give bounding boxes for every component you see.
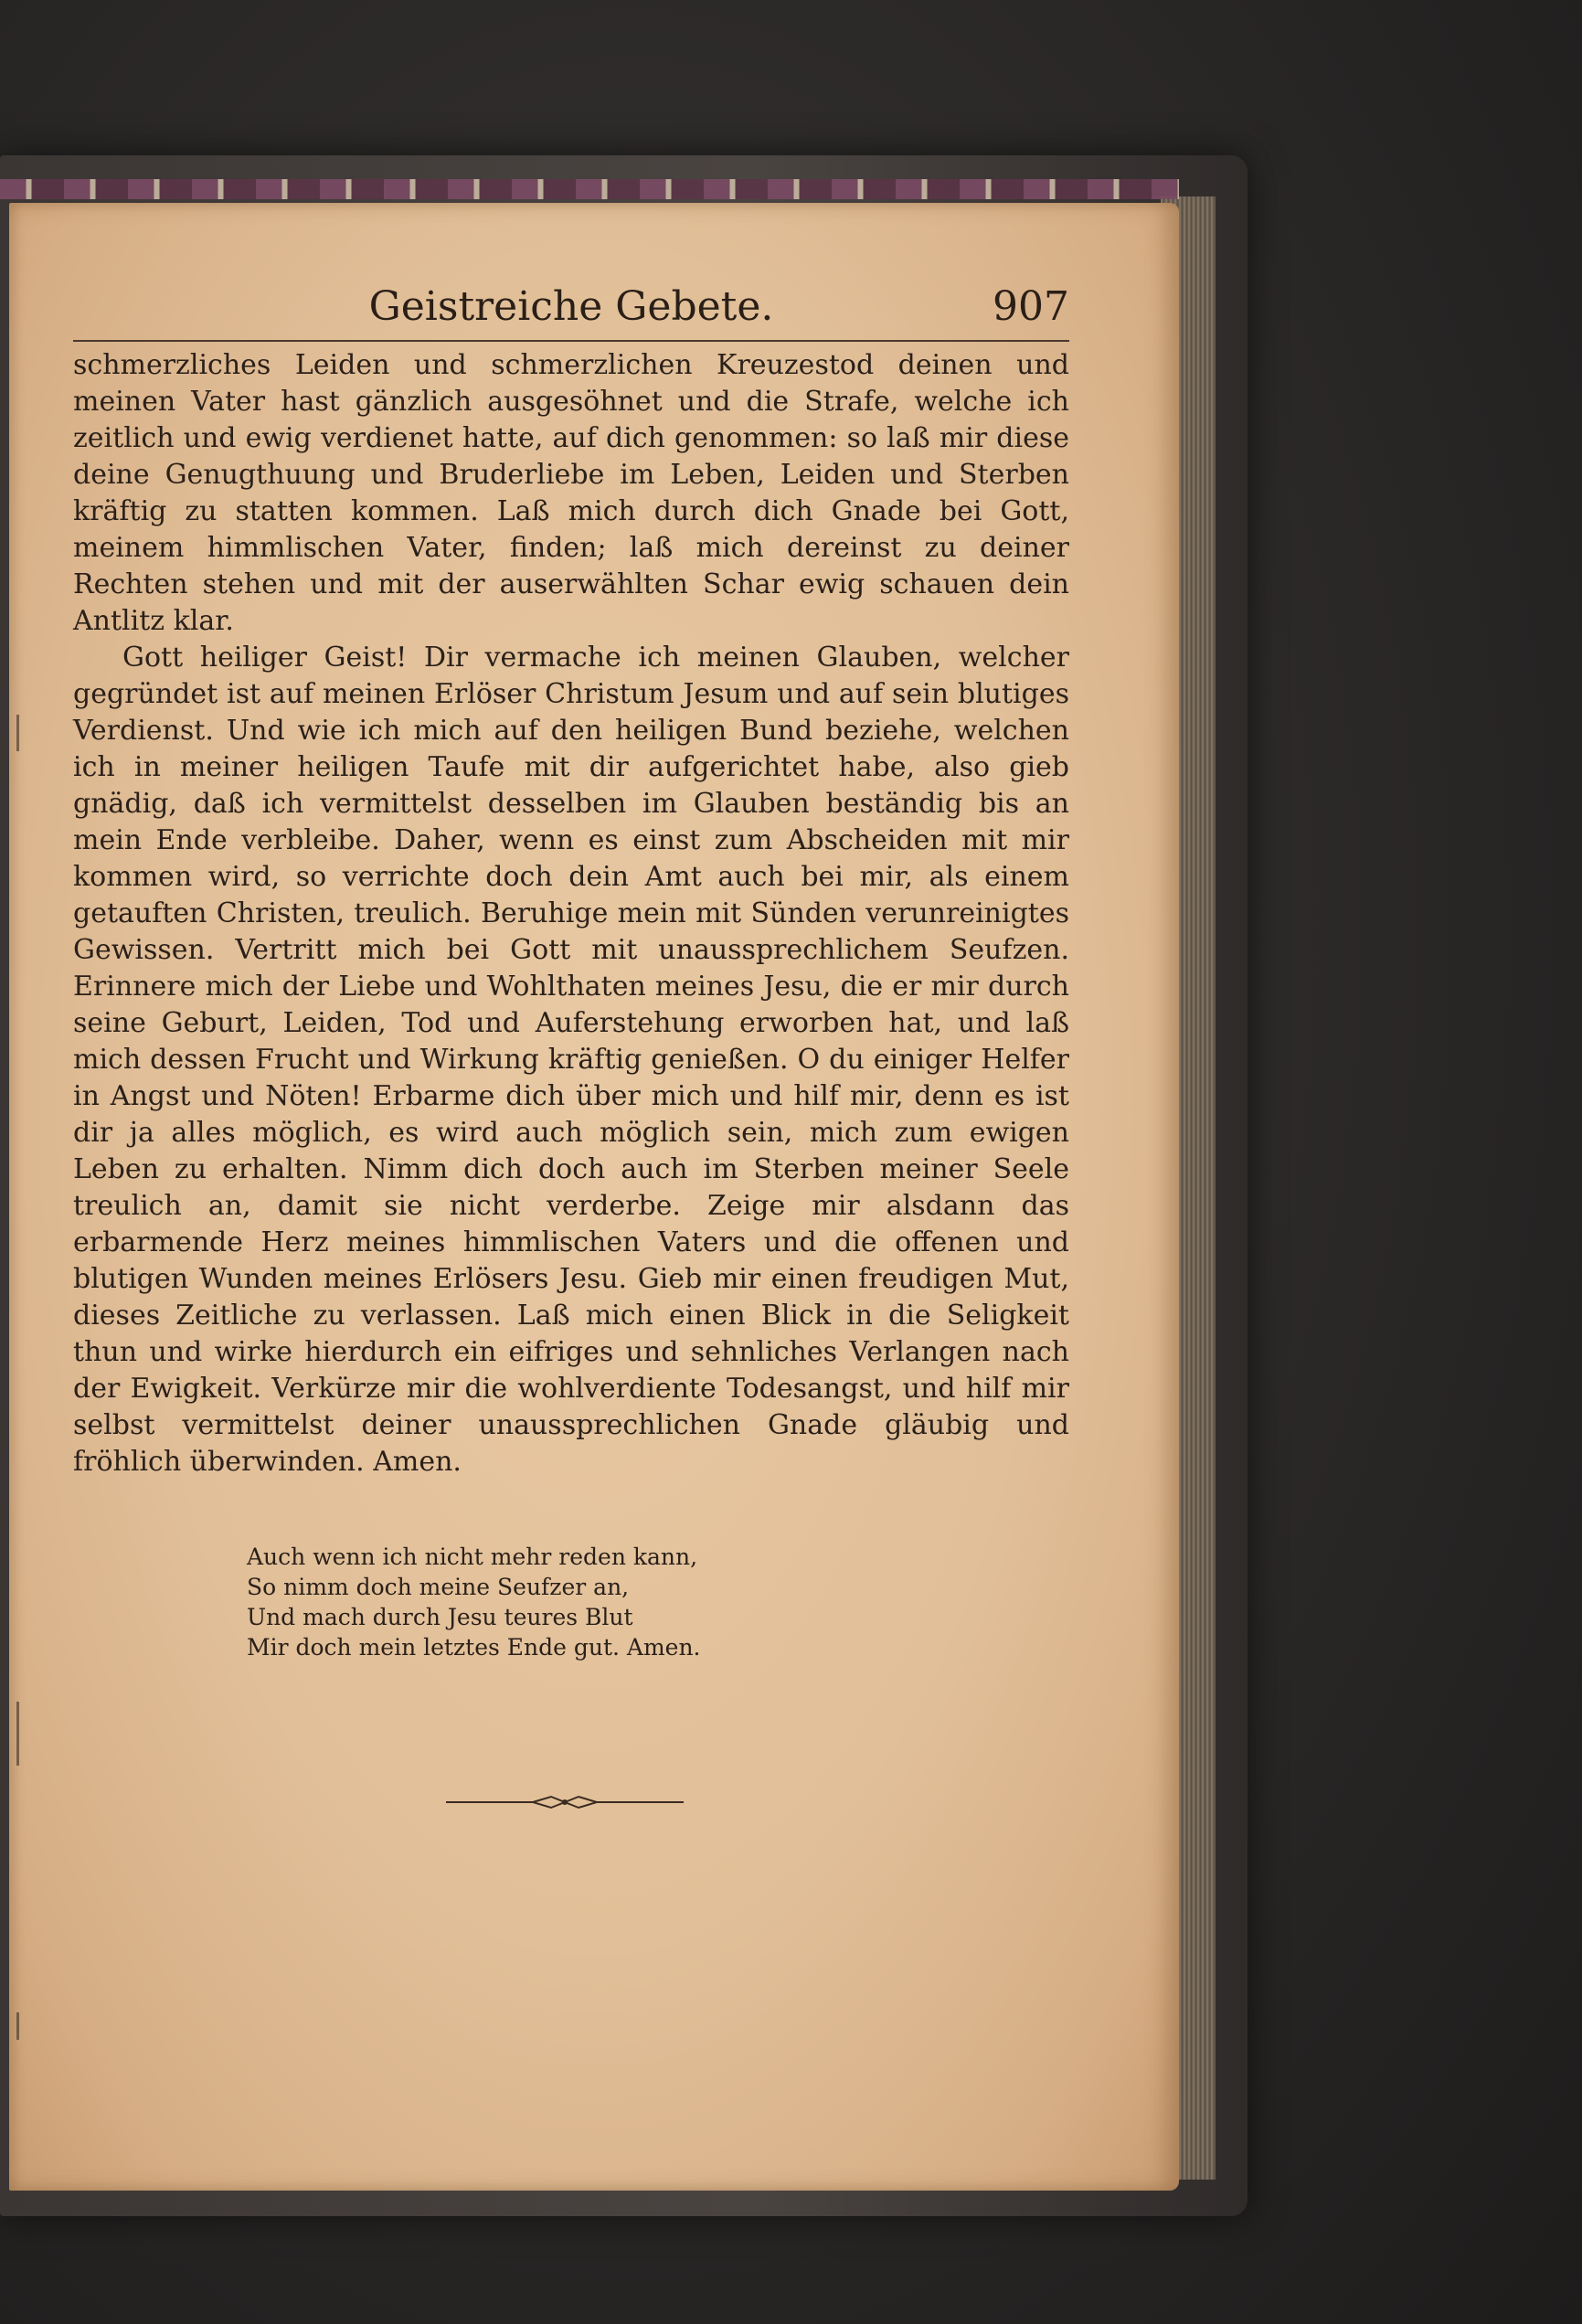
spine-mark xyxy=(16,715,19,751)
paragraph: schmerzliches Leiden und schmerzlichen Kreuzestod deinen und meinen Vater hast gänzlich ausgesöhnet und die Strafe, welche ich zeitlich und ewig verdienet hatte, auf dich genommen: so laß mir diese deine Genugthuung und Bruderliebe im Leben, Leiden und Sterben kräftig zu statten kommen. Laß mich durch dich Gnade bei Gott, meinem himmlischen Vater, finden; laß mich dereinst zu deiner Rechten stehen und mit der auserwählten Schar ewig schauen dein Antlitz klar. xyxy=(73,349,1069,637)
closing-verse xyxy=(247,1542,1069,1662)
spine-mark xyxy=(16,2012,19,2040)
page-number: 907 xyxy=(993,283,1069,330)
body-text xyxy=(73,347,1069,1480)
verse-line: Mir doch mein letztes Ende gut. Amen. xyxy=(247,1634,701,1661)
running-title: Geistreiche Gebete. xyxy=(368,283,774,330)
running-header xyxy=(73,276,1069,342)
spine-mark xyxy=(16,1702,19,1766)
verse-line: So nimm doch meine Seufzer an, xyxy=(247,1574,630,1600)
verse-line: Auch wenn ich nicht mehr reden kann, xyxy=(247,1544,698,1570)
verse-line: Und mach durch Jesu teures Blut xyxy=(247,1604,633,1630)
end-ornament-icon xyxy=(446,1793,684,1811)
paragraph: Gott heiliger Geist! Dir vermache ich meinen Glauben, welcher gegründet ist auf meinen Erlöser Christum Jesum und auf sein blutiges Verdienst. Und wie ich mich auf den heiligen Bund beziehe, welchen ich in meiner heiligen Taufe mit dir aufgerichtet habe, also gieb gnädig, daß ich vermittelst desselben im Glauben beständig bis an mein Ende verbleibe. Daher, wenn es einst zum Abscheiden mit mir kommen wird, so verrichte doch dein Amt auch bei mir, als einem getauften Christen, treulich. Beruhige mein mit Sünden verunreinigtes Gewissen. Vertritt mich bei Gott mit unaussprechlichem Seufzen. Erinnere mich der Liebe und Wohlthaten meines Jesu, die er mir durch seine Geburt, Leiden, Tod und Auferstehung erworben hat, und laß mich dessen Frucht und Wirkung kräftig genießen. O du einiger Helfer in Angst und Nöten! Erbarme dich über mich und hilf mir, denn es ist dir ja alles möglich, es wird auch möglich sein, mich zum ewigen Leben zu erhalten. Nimm dich doch auch im Sterben meiner Seele treulich an, damit sie nicht verderbe. Zeige mir alsdann das erbarmende Herz meines himmlischen Vaters und die offenen und blutigen Wunden meines Erlösers Jesu. Gieb mir einen freudigen Mut, dieses Zeitliche zu verlassen. Laß mich einen Blick in die Seligkeit thun und wirke hierdurch ein eifriges und sehnliches Verlangen nach der Ewigkeit. Verkürze mir die wohlverdiente Todesangst, und hilf mir selbst vermittelst deiner unaussprechlichen Gnade gläubig und fröhlich überwinden. Amen. xyxy=(73,642,1069,1478)
book-page xyxy=(9,203,1179,2191)
headband xyxy=(0,179,1179,199)
